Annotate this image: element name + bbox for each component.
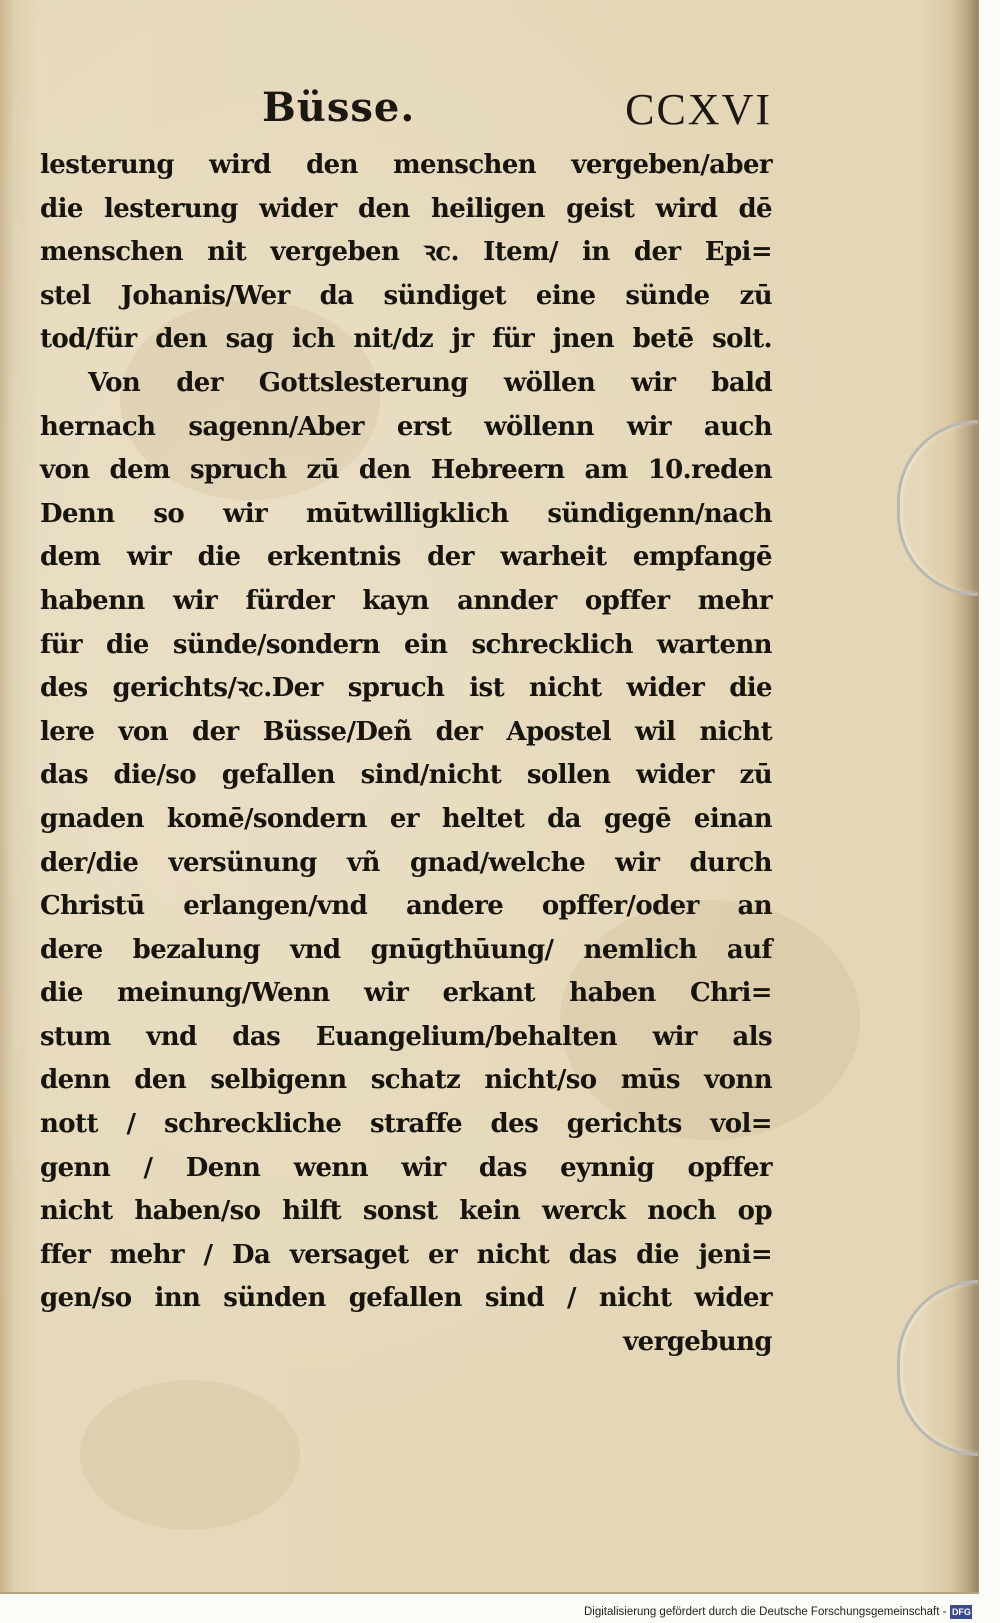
catchword: vergebung [623,1327,772,1358]
text-line: nicht haben/so hilft sonst kein werck noch op [40,1196,772,1227]
text-block [40,144,772,1365]
text-line: die lesterung wider den heiligen geist wird dē [40,193,772,224]
text-line: lesterung wird den menschen vergeben/aber [40,150,772,180]
text-line: denn den selbigenn schatz nicht/so mūs vonn [40,1065,772,1096]
text-line: von dem spruch zū den Hebreern am 10.reden [40,455,772,486]
text-line: des gerichts/ꝛc.Der spruch ist nicht wider die [40,673,772,704]
text-line: Christū erlangen/vnd andere opffer/oder an [40,891,772,922]
text-line: Von der Gottslesterung wöllen wir bald [88,367,772,398]
text-line: genn / Denn wenn wir das eynnig opffer [40,1152,772,1183]
text-line: nott / schreckliche straffe des gerichts vol= [40,1109,772,1140]
text-line: für die sünde/sondern ein schrecklich wartenn [40,629,772,660]
text-line: stel Johanis/Wer da sündiget eine sünde zū [40,280,772,311]
dfg-logo-icon: DFG [951,1607,971,1617]
text-line: lere von der Büsse/Deñ der Apostel wil nicht [40,716,772,747]
book-clip-top [897,420,978,596]
text-line: der/die versünung vñ gnad/welche wir durch [40,847,772,878]
text-line: gnaden komē/sondern er heltet da gegē einan [40,803,772,834]
text-line: die meinung/Wenn wir erkant haben Chri= [40,978,772,1009]
digitization-footer [584,1602,972,1622]
footer-credit: Digitalisierung gefördert durch die Deutsche Forschungsgemeinschaft - [584,1606,947,1618]
text-line: hernach sagenn/Aber erst wöllenn wir auch [40,411,772,442]
text-line: menschen nit vergeben ꝛc. Item/ in der Epi= [40,237,772,268]
text-line: dere bezalung vnd gnūgthūung/ nemlich auf [40,934,772,965]
paper-stain [80,1380,300,1530]
text-line: das die/so gefallen sind/nicht sollen wider zū [40,760,772,791]
book-clip-bottom [897,1280,978,1456]
text-line: tod/für den sag ich nit/dz jr für jnen betē solt. [40,324,772,355]
folio-number: CCXVI [625,85,772,134]
text-line: stum vnd das Euangelium/behalten wir als [40,1021,772,1052]
running-head: Büsse. [262,84,416,131]
page-header [262,84,772,144]
text-line: Denn so wir mūtwilligklich sündigenn/nach [40,498,772,529]
text-line: gen/so inn sünden gefallen sind / nicht wider [40,1283,772,1314]
text-line: ffer mehr / Da versaget er nicht das die jeni= [40,1239,772,1270]
text-line: habenn wir fürder kayn annder opffer mehr [40,585,772,616]
text-line: dem wir die erkentnis der warheit empfangē [40,542,772,573]
